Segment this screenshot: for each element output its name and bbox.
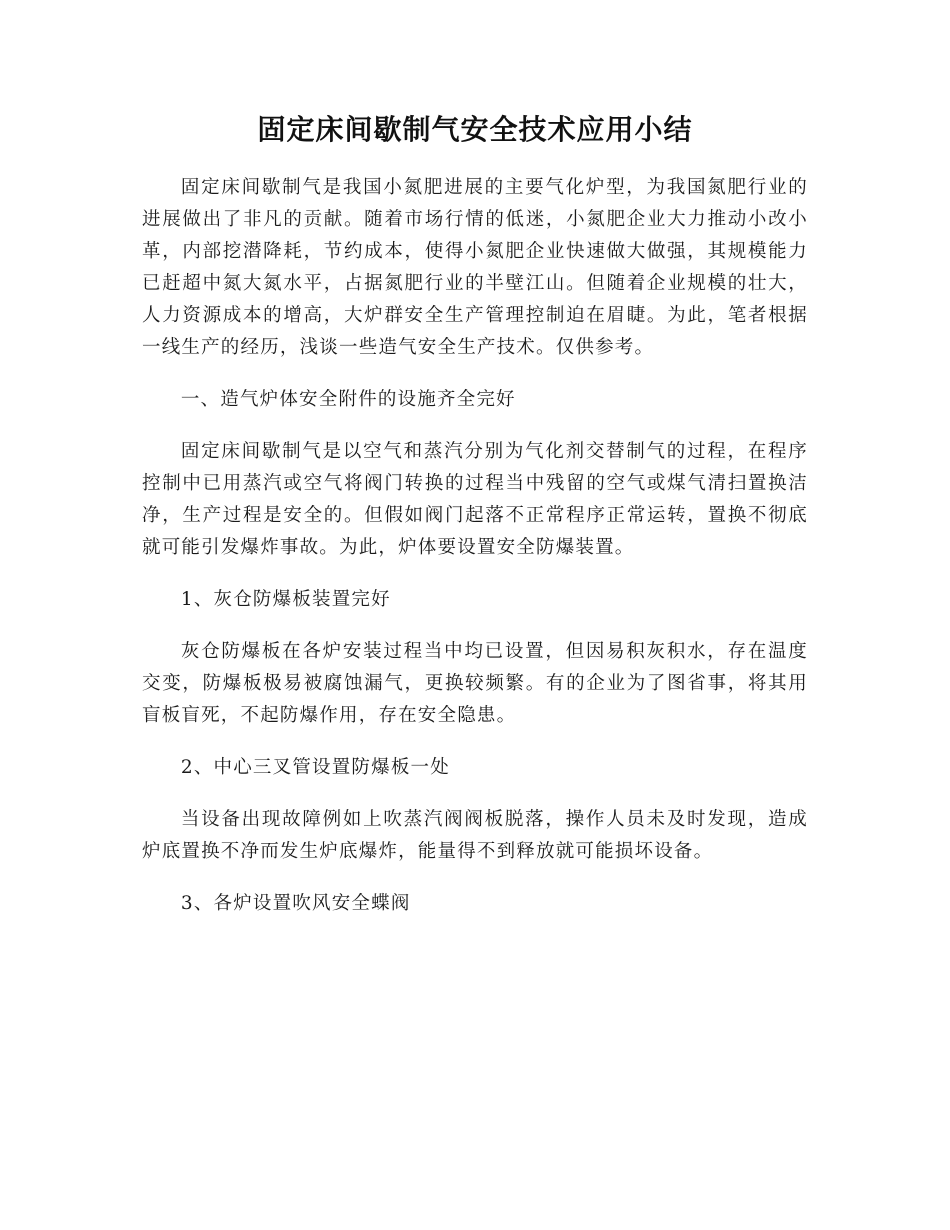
spacer	[142, 868, 808, 888]
section-1-paragraph: 固定床间歇制气是以空气和蒸汽分别为气化剂交替制气的过程，在程序控制中已用蒸汽或空气将阀门转换的过程当中残留的空气或煤气清扫置换洁净，生产过程是安全的。但假如阀门起落不正常程序正常运转，置换不彻底就可能引发爆炸事故。为此，炉体要设置安全防爆装置。	[142, 441, 808, 558]
intro-paragraph: 固定床间歇制气是我国小氮肥进展的主要气化炉型，为我国氮肥行业的进展做出了非凡的贡献。随着市场行情的低迷，小氮肥企业大力推动小改小革，内部挖潜降耗，节约成本，使得小氮肥企业快速做大做强，其规模能力已赶超中氮大氮水平，占据氮肥行业的半壁江山。但随着企业规模的壮大，人力资源成本的增高，大炉群安全生产管理控制迫在眉睫。为此，笔者根据一线生产的经历，浅谈一些造气安全生产技术。仅供参考。	[142, 177, 808, 358]
item-2-paragraph: 当设备出现故障例如上吹蒸汽阀阀板脱落，操作人员未及时发现，造成炉底置换不净而发生炉底爆炸，能量得不到释放就可能损坏设备。	[142, 809, 808, 862]
section-1-heading: 一、造气炉体安全附件的设施齐全完好	[180, 389, 516, 410]
item-1-heading: 1、灰仓防爆板装置完好	[180, 589, 391, 610]
item-2-heading: 2、中心三叉管设置防爆板一处	[180, 757, 450, 778]
spacer	[142, 784, 808, 804]
spacer	[142, 616, 808, 636]
document-title: 固定床间歇制气安全技术应用小结	[257, 113, 693, 146]
item-1-paragraph: 灰仓防爆板在各炉安装过程当中均已设置，但因易积灰积水，存在温度交变，防爆板极易被腐蚀漏气，更换较频繁。有的企业为了图省事，将其用盲板盲死，不起防爆作用，存在安全隐患。	[142, 641, 808, 726]
spacer	[142, 732, 808, 752]
document-page	[142, 110, 808, 920]
item-3-heading: 3、各炉设置吹风安全蝶阀	[180, 893, 411, 914]
spacer	[142, 564, 808, 584]
spacer	[142, 416, 808, 436]
spacer	[142, 364, 808, 384]
